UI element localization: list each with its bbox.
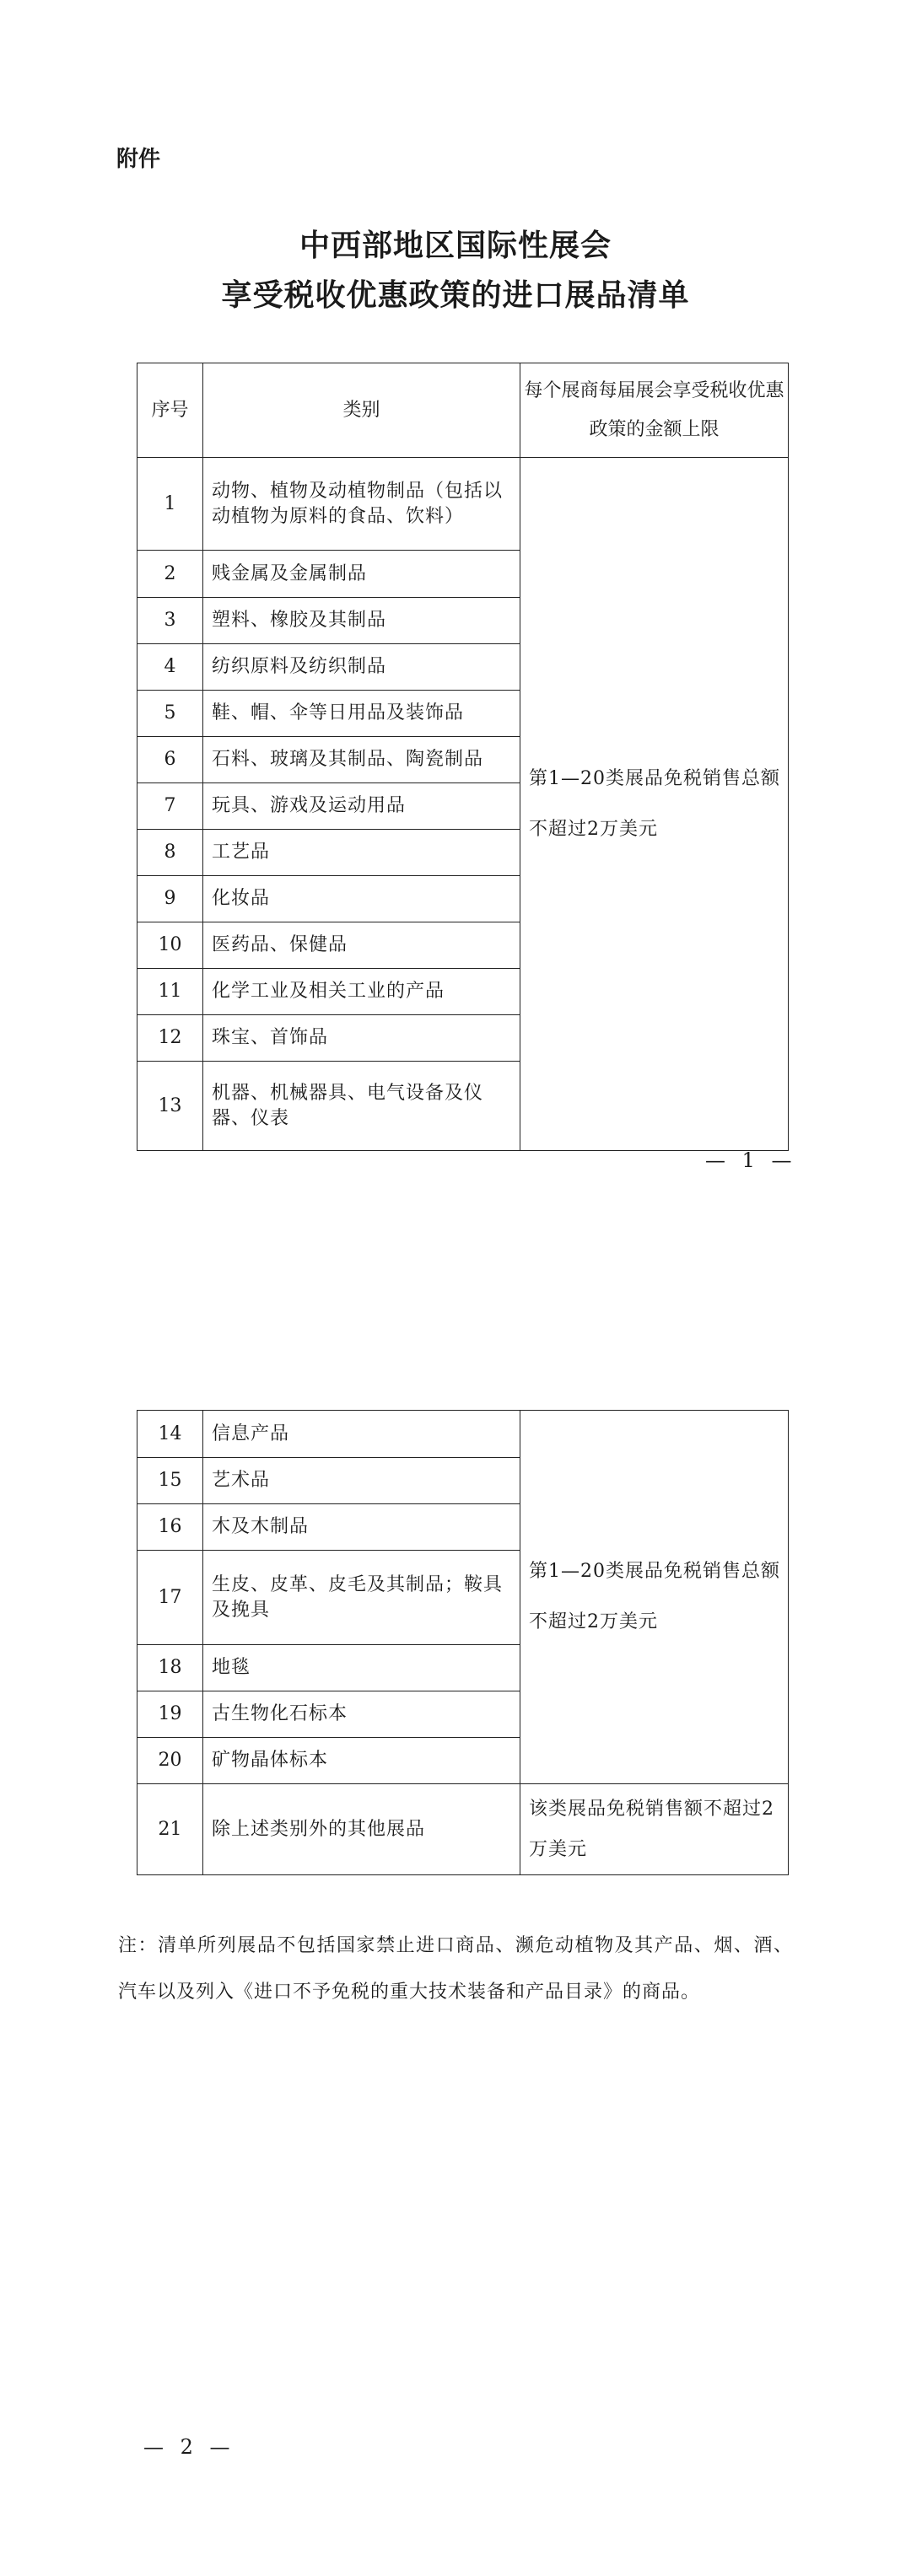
document-title-line-2: 享受税收优惠政策的进口展品清单 <box>221 277 690 313</box>
header-limit: 每个展商每届展会享受税收优惠政策的金额上限 <box>520 363 789 458</box>
row-category: 石料、玻璃及其制品、陶瓷制品 <box>203 737 520 783</box>
row-category: 木及木制品 <box>203 1504 520 1551</box>
row-category: 贱金属及金属制品 <box>203 551 520 598</box>
product-list-table-page-2 <box>137 1410 789 1875</box>
row-num: 15 <box>137 1458 203 1504</box>
row-num: 19 <box>137 1691 203 1738</box>
row-category: 信息产品 <box>203 1411 520 1458</box>
document-title-line-1: 中西部地区国际性展会 <box>299 228 612 263</box>
row-num: 13 <box>137 1062 203 1151</box>
row-category: 化妆品 <box>203 876 520 922</box>
table-row <box>137 1411 789 1458</box>
limit-cell-1-13: 第1—20类展品免税销售总额不超过2万美元 <box>520 458 789 1151</box>
row-num: 2 <box>137 551 203 598</box>
row-category: 古生物化石标本 <box>203 1691 520 1738</box>
row-category: 鞋、帽、伞等日用品及装饰品 <box>203 691 520 737</box>
page-number-2: — 2 — <box>143 2435 235 2459</box>
table-row <box>137 458 789 551</box>
row-category: 塑料、橡胶及其制品 <box>203 598 520 644</box>
row-category: 艺术品 <box>203 1458 520 1504</box>
row-num: 12 <box>137 1015 203 1062</box>
header-category: 类别 <box>203 363 520 458</box>
row-num: 7 <box>137 783 203 830</box>
row-num: 6 <box>137 737 203 783</box>
row-num: 21 <box>137 1784 203 1875</box>
row-num: 3 <box>137 598 203 644</box>
row-category: 动物、植物及动植物制品（包括以动植物为原料的食品、饮料） <box>203 458 520 551</box>
row-num: 1 <box>137 458 203 551</box>
row-category: 机器、机械器具、电气设备及仪器、仪表 <box>203 1062 520 1151</box>
footnote: 注：清单所列展品不包括国家禁止进口商品、濒危动植物及其产品、烟、酒、汽车以及列入《进口不予免税的重大技术装备和产品目录》的商品。 <box>118 1935 793 2003</box>
row-num: 16 <box>137 1504 203 1551</box>
attachment-label: 附件 <box>116 147 161 172</box>
row-num: 18 <box>137 1645 203 1691</box>
row-num: 14 <box>137 1411 203 1458</box>
page-number-1: — 1 — <box>705 1148 797 1172</box>
row-num: 20 <box>137 1738 203 1784</box>
product-list-table-page-1 <box>137 363 789 1151</box>
row-num: 17 <box>137 1551 203 1645</box>
row-category: 地毯 <box>203 1645 520 1691</box>
limit-cell-21: 该类展品免税销售额不超过2万美元 <box>520 1784 789 1875</box>
row-num: 10 <box>137 922 203 969</box>
row-num: 11 <box>137 969 203 1015</box>
row-category: 除上述类别外的其他展品 <box>203 1784 520 1875</box>
row-num: 5 <box>137 691 203 737</box>
row-category: 玩具、游戏及运动用品 <box>203 783 520 830</box>
header-num: 序号 <box>137 363 203 458</box>
row-num: 8 <box>137 830 203 876</box>
row-category: 生皮、皮革、皮毛及其制品；鞍具及挽具 <box>203 1551 520 1645</box>
row-num: 4 <box>137 644 203 691</box>
row-category: 珠宝、首饰品 <box>203 1015 520 1062</box>
row-category: 矿物晶体标本 <box>203 1738 520 1784</box>
row-num: 9 <box>137 876 203 922</box>
limit-cell-14-20: 第1—20类展品免税销售总额不超过2万美元 <box>520 1411 789 1784</box>
row-category: 化学工业及相关工业的产品 <box>203 969 520 1015</box>
table-row <box>137 1784 789 1875</box>
row-category: 纺织原料及纺织制品 <box>203 644 520 691</box>
row-category: 工艺品 <box>203 830 520 876</box>
row-category: 医药品、保健品 <box>203 922 520 969</box>
